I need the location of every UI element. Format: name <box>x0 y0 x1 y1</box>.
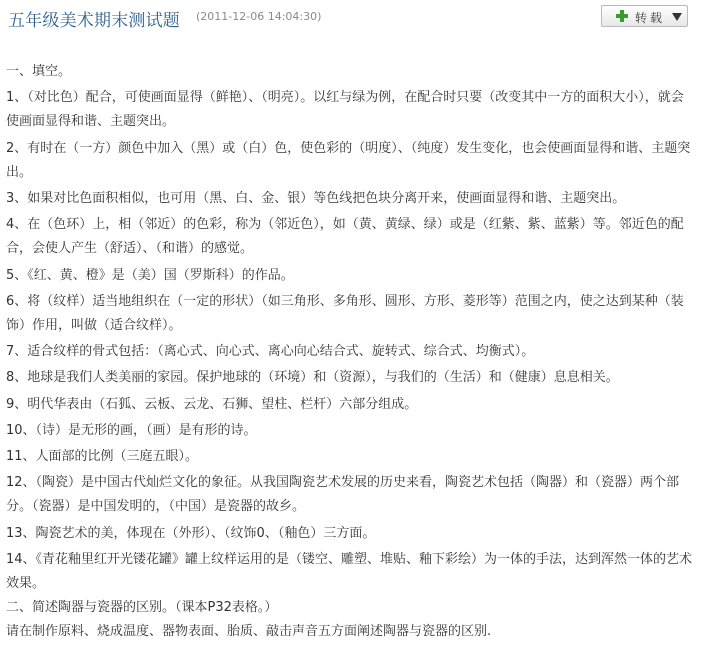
question-item: 2、有时在（一方）颜色中加入（黑）或（白）色，使色彩的（明度）、（纯度）发生变化，也会使画面显得和谐、主题突出。 <box>6 140 691 180</box>
question-item: 10、（诗）是无形的画，（画）是有形的诗。 <box>6 422 257 438</box>
plus-icon <box>615 9 629 23</box>
question-item: 3、如果对比色面积相似，也可用（黑、白、金、银）等色线把色块分离开来，使画面显得和谐、主题突出。 <box>6 191 626 207</box>
question-item: 7、适合纹样的骨式包括：（离心式、向心式、离心向心结合式、旋转式、综合式、均衡式）。 <box>6 344 535 360</box>
question-item: 9、明代华表由（石狐、云板、云龙、石狮、望柱、栏杆）六部分组成。 <box>6 396 418 412</box>
question-item: 13、陶瓷艺术的美，体现在（外形）、（纹饰0、（釉色）三方面。 <box>6 525 376 541</box>
repost-label: 转载 <box>635 11 666 25</box>
section-instruction: 请在制作原料、烧成温度、器物表面、胎质、敲击声音五方面阐述陶器与瓷器的区别. <box>6 624 492 640</box>
post-body <box>6 60 694 645</box>
section-heading: 二、简述陶器与瓷器的区别。（课本P32表格。） <box>6 600 278 616</box>
dropdown-arrow-icon[interactable] <box>672 13 682 21</box>
question-item: 5、《红、黄、橙》是（美）国（罗斯科）的作品。 <box>6 267 294 283</box>
question-item: 12、（陶瓷）是中国古代灿烂文化的象征。从我国陶瓷艺术发展的历史来看，陶瓷艺术包括（陶器）和（瓷器）两个部分。（瓷器）是中国发明的，（中国）是瓷器的故乡。 <box>6 475 680 515</box>
repost-button[interactable] <box>601 5 688 27</box>
question-item: 6、将（纹样）适当地组织在（一定的形状）（如三角形、多角形、圆形、方形、菱形等）范围之内，使之达到某种（装饰）作用，叫做（适合纹样）。 <box>6 293 684 334</box>
post-title[interactable]: 五年级美术期末测试题 <box>8 11 180 31</box>
post-date: (2011-12-06 14:04:30) <box>196 10 322 23</box>
post-header <box>0 0 701 36</box>
section-heading: 一、填空。 <box>6 64 72 79</box>
question-item: 4、在（色环）上，相（邻近）的色彩，称为（邻近色），如（黄、黄绿、绿）或是（红紫、紫、蓝紫）等。邻近色的配合，会使人产生（舒适）、（和谐）的感觉。 <box>6 217 684 257</box>
question-item: 14、《青花釉里红开光镂花罐》罐上纹样运用的是（镂空、雕塑、堆贴、釉下彩绘）为一体的手法，达到浑然一体的艺术效果。 <box>6 551 693 592</box>
question-item: 11、人面部的比例（三庭五眼）。 <box>6 449 199 465</box>
question-item: 1、（对比色）配合，可使画面显得（鲜艳）、（明亮）。以红与绿为例，在配合时只要（改变其中一方的面积大小），就会使画面显得和谐、主题突出。 <box>6 90 684 130</box>
question-item: 8、地球是我们人类美丽的家园。保护地球的（环境）和（资源），与我们的（生活）和（健康）息息相关。 <box>6 370 619 386</box>
